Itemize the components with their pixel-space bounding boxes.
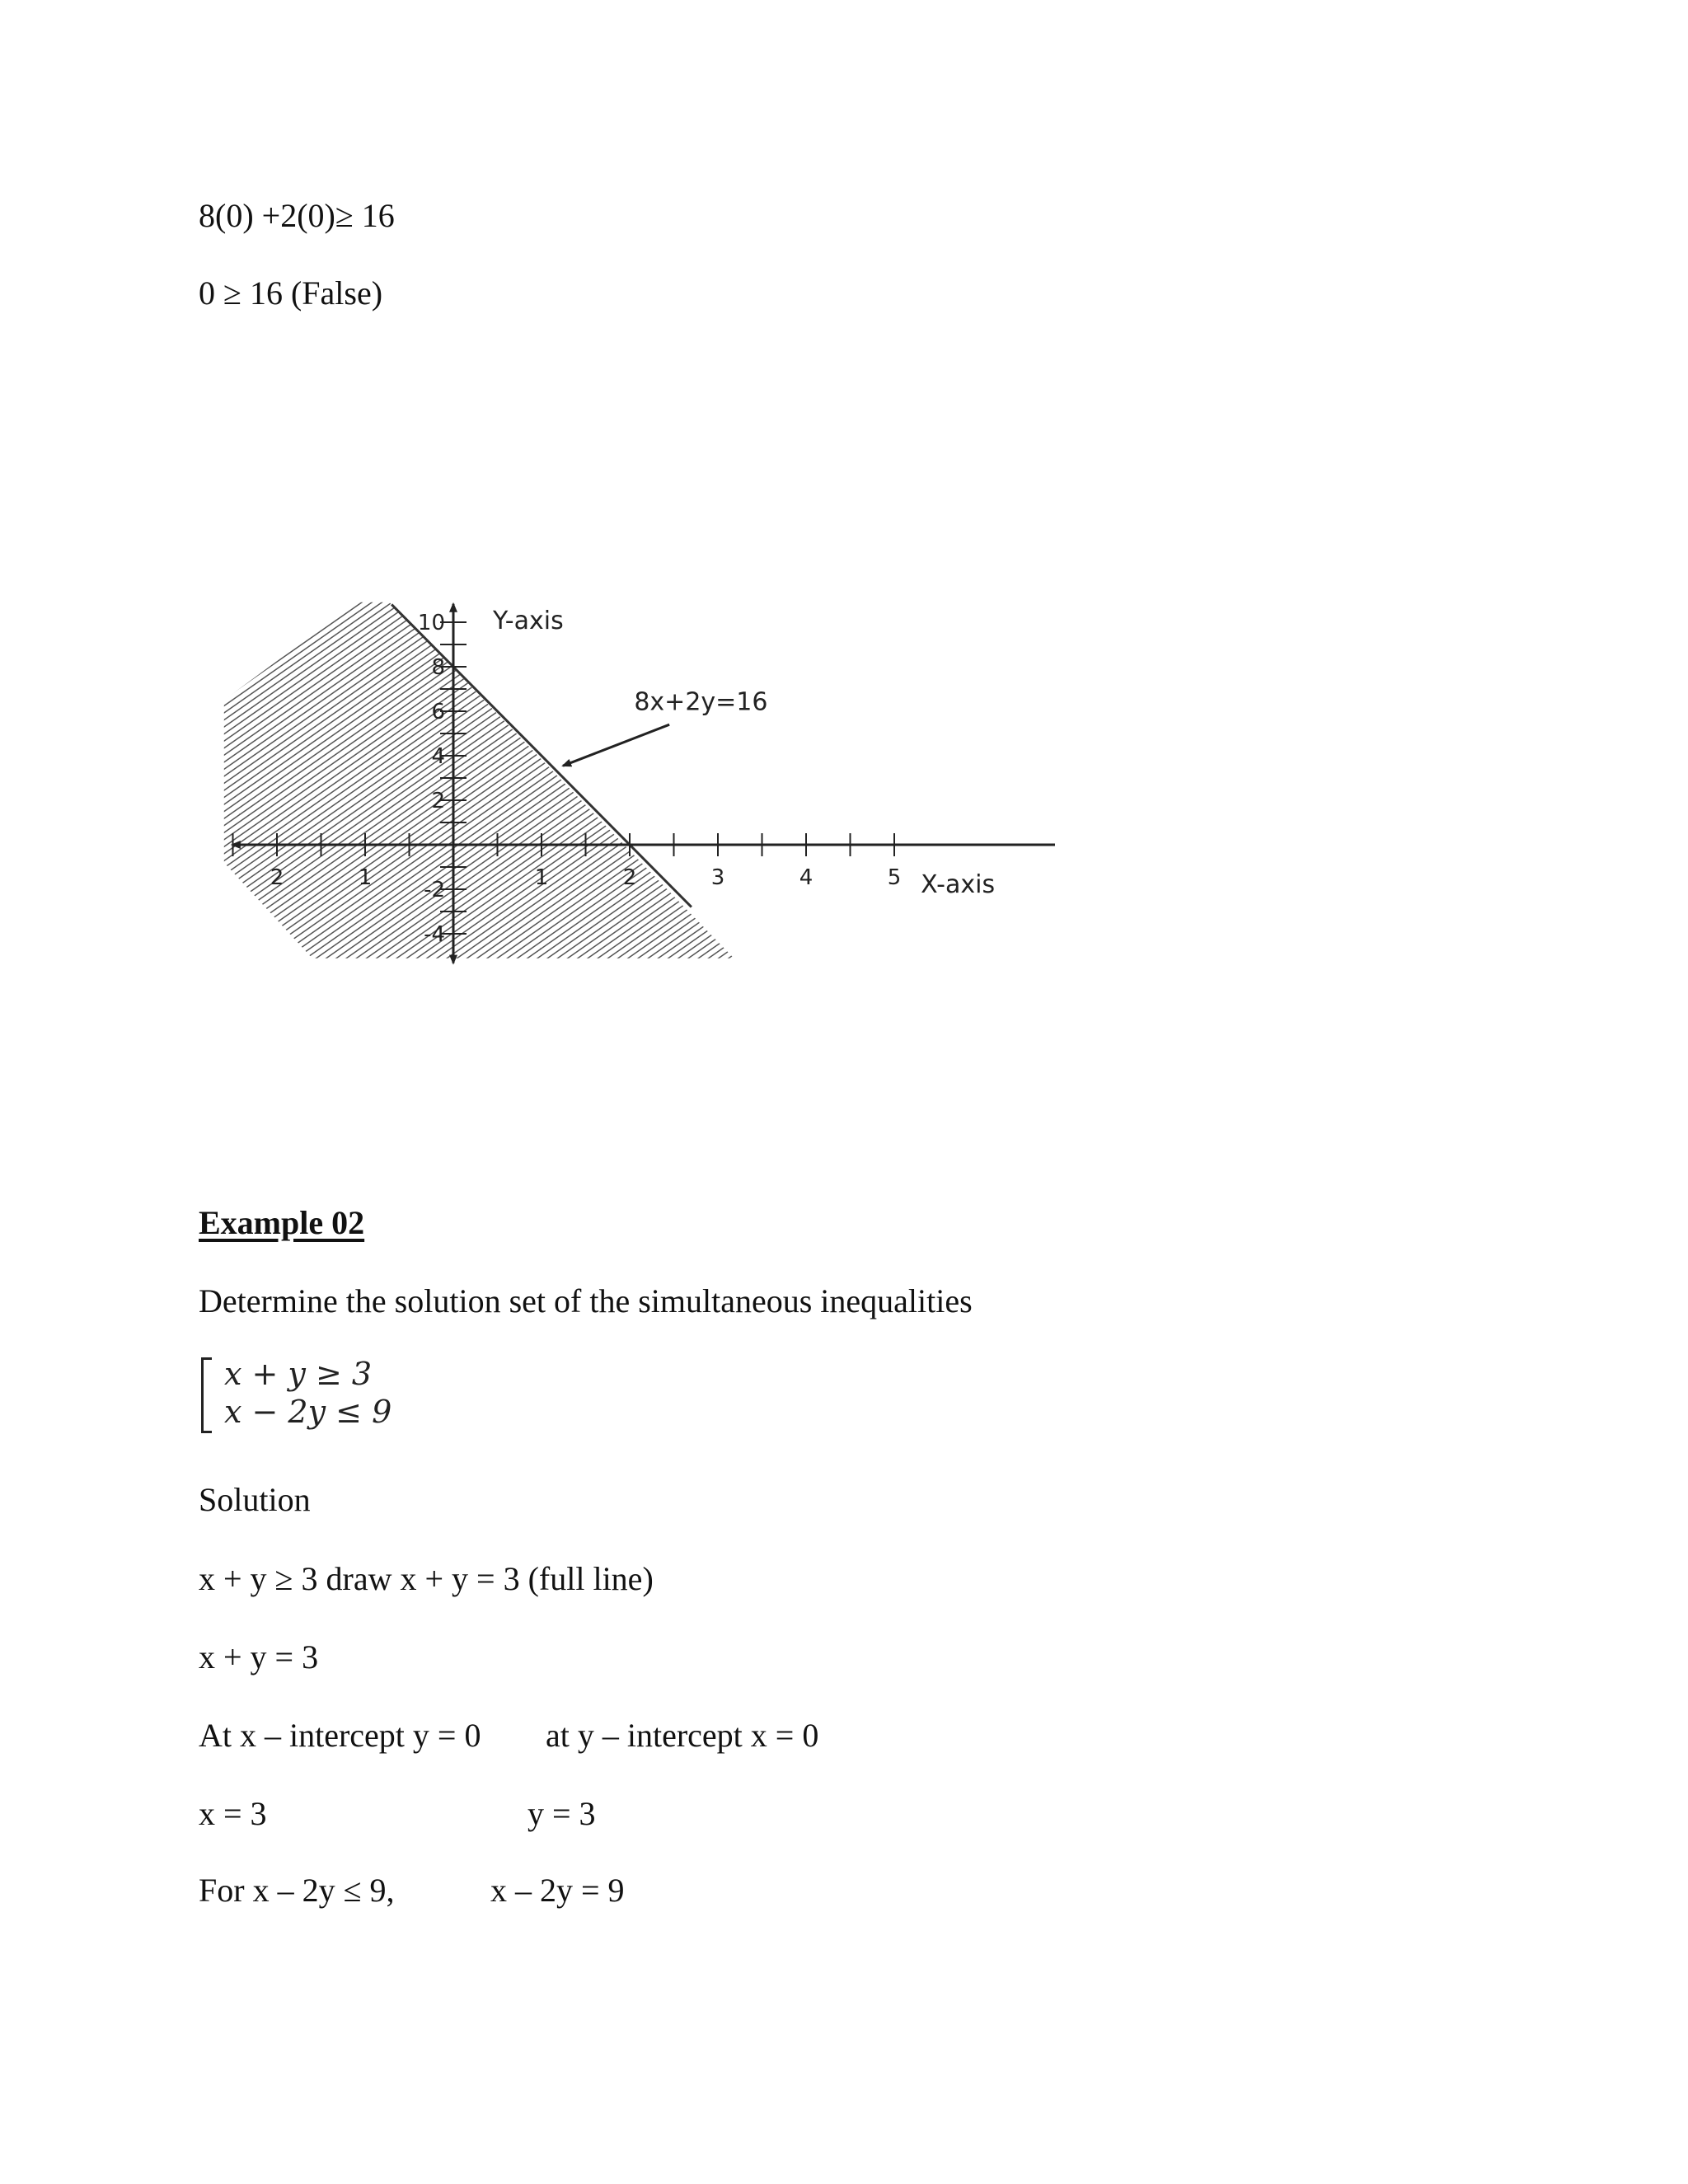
line-equation-annotation: 8x+2y=16 [634, 687, 768, 717]
x-tick-label: 1 [534, 865, 549, 890]
y-tick-label: 6 [431, 700, 445, 724]
x-tick-label: 2 [270, 865, 284, 890]
inequality-graph [206, 359, 1055, 1067]
second-line-equation: x – 2y = 9 [490, 1872, 625, 1909]
x-axis-label: X-axis [921, 870, 996, 899]
inequality-2: x − 2y ≤ 9 [224, 1394, 392, 1430]
shaded-solution-region [224, 602, 734, 958]
x-tick-label: 3 [710, 865, 725, 890]
x-tick-label: 5 [887, 865, 902, 890]
x-intercept-value: x = 3 [199, 1795, 267, 1832]
x-tick-label: 2 [622, 865, 637, 890]
step-draw-line: x + y ≥ 3 draw x + y = 3 (full line) [199, 1560, 654, 1597]
y-intercept-heading: at y – intercept x = 0 [546, 1717, 819, 1754]
second-inequality-step: For x – 2y ≤ 9, [199, 1872, 395, 1909]
system-bracket [201, 1357, 212, 1433]
problem-statement: Determine the solution set of the simultaneous inequalities [199, 1282, 973, 1319]
example-heading: Example 02 [199, 1204, 365, 1241]
step-result: 0 ≥ 16 (False) [199, 274, 383, 312]
y-intercept-value: y = 3 [528, 1795, 596, 1832]
y-tick-label: 2 [431, 789, 445, 813]
y-tick-label: 4 [431, 744, 445, 769]
x-tick-label: 4 [799, 865, 814, 890]
y-axis-label: Y-axis [493, 606, 564, 635]
x-tick-label: 1 [358, 865, 373, 890]
annotation-arrow [563, 724, 669, 766]
inequality-1: x + y ≥ 3 [224, 1356, 373, 1392]
y-tick-label: 10 [417, 611, 445, 635]
y-tick-label: -4 [424, 922, 445, 947]
y-tick-label: -2 [424, 878, 445, 902]
inequality-system [201, 1356, 391, 1438]
y-tick-label: 8 [431, 655, 445, 680]
step-equation: x + y = 3 [199, 1638, 319, 1675]
step-substitution: 8(0) +2(0)≥ 16 [199, 197, 395, 234]
x-intercept-heading: At x – intercept y = 0 [199, 1717, 481, 1754]
solution-label: Solution [199, 1481, 311, 1518]
